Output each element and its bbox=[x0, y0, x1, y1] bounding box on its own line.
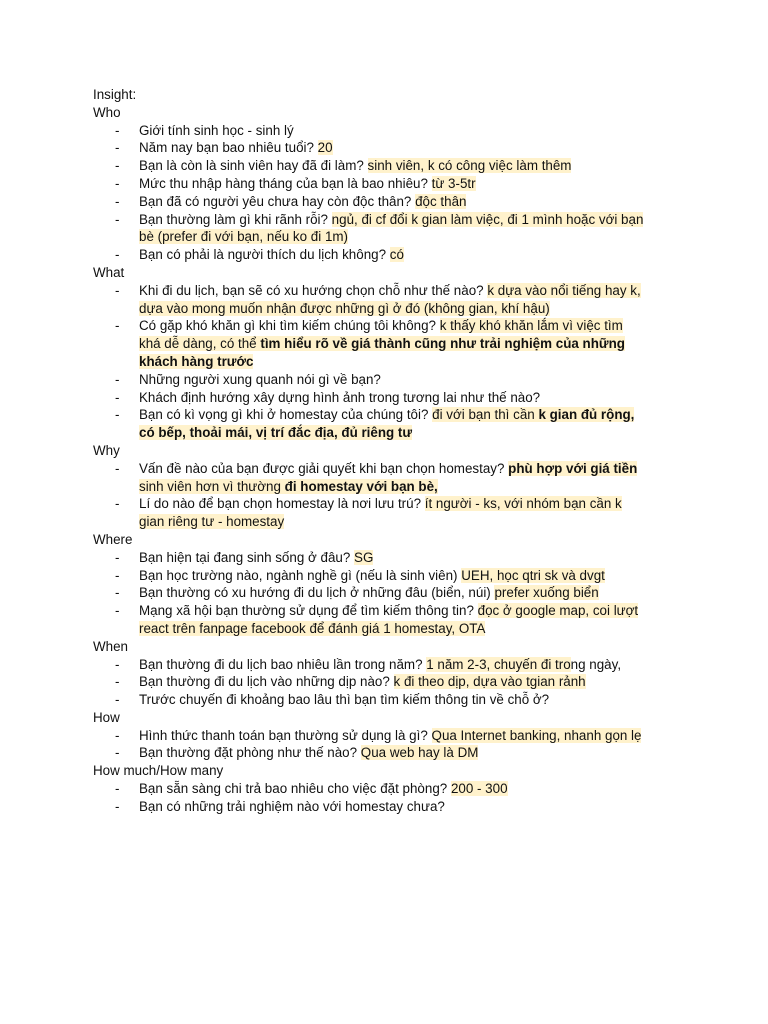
answer-highlight: có bbox=[389, 247, 404, 263]
answer-highlight: gian riêng tư - homestay bbox=[139, 514, 285, 530]
question-item bbox=[93, 122, 683, 140]
section-how-much: How much/How many bbox=[93, 763, 224, 779]
question-item bbox=[93, 371, 683, 389]
answer-highlight: 1 năm 2-3, chuyến đi tro bbox=[426, 656, 571, 672]
answer-highlight-bold: phù hợp với giá tiền bbox=[508, 460, 638, 476]
question-text: Bạn thường đặt phòng như thế nào? bbox=[139, 745, 361, 761]
question-text: Mạng xã hội bạn thường sử dụng để tìm kiếm thông tin? bbox=[139, 603, 478, 619]
question-text: Trước chuyến đi khoảng bao lâu thì bạn tìm kiếm thông tin về chỗ ở? bbox=[139, 692, 550, 708]
bullet-dash: - bbox=[115, 318, 120, 334]
question-text: Bạn thường làm gì khi rãnh rỗi? bbox=[139, 211, 332, 227]
answer-highlight: k đi theo dịp, dựa vào tgian rảnh bbox=[393, 674, 586, 690]
answer-highlight: sinh viên, k có công việc làm thêm bbox=[367, 158, 572, 174]
bullet-dash: - bbox=[115, 656, 120, 672]
question-item bbox=[93, 567, 683, 585]
question-item bbox=[93, 460, 683, 496]
answer-highlight: từ 3-5tr bbox=[431, 175, 476, 191]
question-item bbox=[93, 282, 683, 318]
answer-highlight: k thấy khó khăn lắm vì việc tìm bbox=[439, 318, 623, 334]
bullet-dash: - bbox=[115, 140, 120, 156]
answer-highlight-bold: k gian đủ rộng, bbox=[538, 407, 635, 423]
question-text: Bạn là còn là sinh viên hay đã đi làm? bbox=[139, 158, 368, 174]
section-how: How bbox=[93, 709, 120, 725]
bullet-dash: - bbox=[115, 745, 120, 761]
question-text: Bạn đã có người yêu chưa hay còn độc thân? bbox=[139, 193, 416, 209]
question-item bbox=[93, 744, 683, 762]
question-text: Khách định hướng xây dựng hình ảnh trong tương lai như thế nào? bbox=[139, 389, 541, 405]
question-item bbox=[93, 157, 683, 175]
question-item bbox=[93, 673, 683, 691]
answer-highlight: prefer xuống biển bbox=[494, 585, 599, 601]
answer-highlight: ít người - ks, với nhóm bạn cần k bbox=[424, 496, 622, 512]
bullet-dash: - bbox=[115, 175, 120, 191]
bullet-dash: - bbox=[115, 247, 120, 263]
question-text: Mức thu nhập hàng tháng của bạn là bao nhiêu? bbox=[139, 175, 432, 191]
answer-highlight: bè (prefer đi với bạn, nếu ko đi 1m) bbox=[139, 229, 348, 245]
bullet-dash: - bbox=[115, 460, 120, 476]
question-item bbox=[93, 780, 683, 798]
answer-highlight: react trên fanpage facebook để đánh giá 1 homestay, OTA bbox=[139, 620, 486, 636]
bullet-dash: - bbox=[115, 727, 120, 743]
question-text: Hình thức thanh toán bạn thường sử dụng là gì? bbox=[139, 727, 432, 743]
answer-highlight: dựa vào mong muốn nhận được những gì ở đó (không gian, khí hậu) bbox=[139, 300, 550, 316]
question-item bbox=[93, 798, 683, 816]
question-text: Bạn thường đi du lịch bao nhiêu lần trong năm? bbox=[139, 656, 427, 672]
answer-highlight-bold: khách hàng trước bbox=[139, 353, 254, 369]
answer-highlight: đi với bạn thì cần bbox=[432, 407, 539, 423]
bullet-dash: - bbox=[115, 549, 120, 565]
answer-highlight-bold: tìm hiểu rõ về giá thành cũng như trải nghiệm của những bbox=[260, 336, 625, 352]
question-item bbox=[93, 211, 683, 247]
answer-highlight: k dựa vào nổi tiếng hay k, bbox=[487, 282, 641, 298]
question-text: Bạn sẵn sàng chi trả bao nhiêu cho việc đặt phòng? bbox=[139, 781, 451, 797]
question-item bbox=[93, 389, 683, 407]
question-item bbox=[93, 495, 683, 531]
bullet-dash: - bbox=[115, 407, 120, 423]
bullet-dash: - bbox=[115, 674, 120, 690]
bullet-dash: - bbox=[115, 193, 120, 209]
bullet-dash: - bbox=[115, 567, 120, 583]
question-text: Có gặp khó khăn gì khi tìm kiếm chúng tôi không? bbox=[139, 318, 440, 334]
bullet-dash: - bbox=[115, 122, 120, 138]
question-text: Bạn có kì vọng gì khi ở homestay của chúng tôi? bbox=[139, 407, 433, 423]
section-why: Why bbox=[93, 442, 120, 458]
section-what: What bbox=[93, 264, 125, 280]
question-text: Giới tính sinh học - sinh lý bbox=[139, 122, 294, 138]
question-item bbox=[93, 175, 683, 193]
answer-highlight: khá dễ dàng, có thể bbox=[139, 336, 261, 352]
answer-highlight: Qua web hay là DM bbox=[360, 745, 479, 761]
answer-highlight-bold: có bếp, thoải mái, vị trí đắc địa, đủ riêng tư bbox=[139, 425, 413, 441]
bullet-dash: - bbox=[115, 211, 120, 227]
bullet-dash: - bbox=[115, 692, 120, 708]
doc-title: Insight: bbox=[93, 87, 137, 102]
section-when: When bbox=[93, 638, 128, 654]
question-text: Lí do nào để bạn chọn homestay là nơi lưu trú? bbox=[139, 496, 425, 512]
answer-plain: ng ngày, bbox=[570, 656, 622, 672]
answer-highlight: SG bbox=[354, 549, 374, 565]
bullet-dash: - bbox=[115, 585, 120, 601]
question-text: Năm nay bạn bao nhiêu tuổi? bbox=[139, 140, 318, 156]
question-text: Những người xung quanh nói gì về bạn? bbox=[139, 371, 381, 387]
question-item bbox=[93, 584, 683, 602]
bullet-dash: - bbox=[115, 781, 120, 797]
answer-highlight: 200 - 300 bbox=[450, 781, 508, 797]
question-item bbox=[93, 406, 683, 442]
question-text: Bạn thường có xu hướng đi du lịch ở những đâu (biển, núi) bbox=[139, 585, 495, 601]
answer-highlight: đọc ở google map, coi lượt bbox=[477, 603, 639, 619]
bullet-dash: - bbox=[115, 282, 120, 298]
question-item bbox=[93, 549, 683, 567]
answer-highlight: độc thân bbox=[415, 193, 467, 209]
question-item bbox=[93, 193, 683, 211]
answer-highlight-bold: đi homestay với bạn bè, bbox=[284, 478, 438, 494]
question-text: Khi đi du lịch, bạn sẽ có xu hướng chọn chỗ như thế nào? bbox=[139, 282, 488, 298]
question-text: Bạn thường đi du lịch vào những dịp nào? bbox=[139, 674, 394, 690]
document-page bbox=[93, 86, 683, 816]
bullet-dash: - bbox=[115, 371, 120, 387]
question-item bbox=[93, 656, 683, 674]
question-item bbox=[93, 139, 683, 157]
question-item bbox=[93, 602, 683, 638]
answer-highlight: UEH, học qtri sk và dvgt bbox=[461, 567, 605, 583]
bullet-dash: - bbox=[115, 603, 120, 619]
bullet-dash: - bbox=[115, 158, 120, 174]
question-text: Bạn học trường nào, ngành nghề gì (nếu là sinh viên) bbox=[139, 567, 462, 583]
question-item bbox=[93, 727, 683, 745]
question-item bbox=[93, 691, 683, 709]
answer-highlight: Qua Internet banking, nhanh gọn lẹ bbox=[431, 727, 642, 743]
question-text: Bạn có những trải nghiệm nào với homestay chưa? bbox=[139, 798, 445, 814]
bullet-dash: - bbox=[115, 389, 120, 405]
answer-highlight: 20 bbox=[317, 140, 333, 156]
question-item bbox=[93, 246, 683, 264]
question-text: Bạn có phải là người thích du lịch không? bbox=[139, 247, 390, 263]
question-text: Bạn hiện tại đang sinh sống ở đâu? bbox=[139, 549, 355, 565]
section-where: Where bbox=[93, 531, 133, 547]
answer-highlight: ngủ, đi cf đổi k gian làm việc, đi 1 mình hoặc với bạn bbox=[331, 211, 644, 227]
answer-highlight: sinh viên hơn vì thường bbox=[139, 478, 285, 494]
question-text: Vấn đề nào của bạn được giải quyết khi bạn chọn homestay? bbox=[139, 460, 509, 476]
section-who: Who bbox=[93, 104, 121, 120]
bullet-dash: - bbox=[115, 496, 120, 512]
bullet-dash: - bbox=[115, 798, 120, 814]
question-item bbox=[93, 317, 683, 370]
